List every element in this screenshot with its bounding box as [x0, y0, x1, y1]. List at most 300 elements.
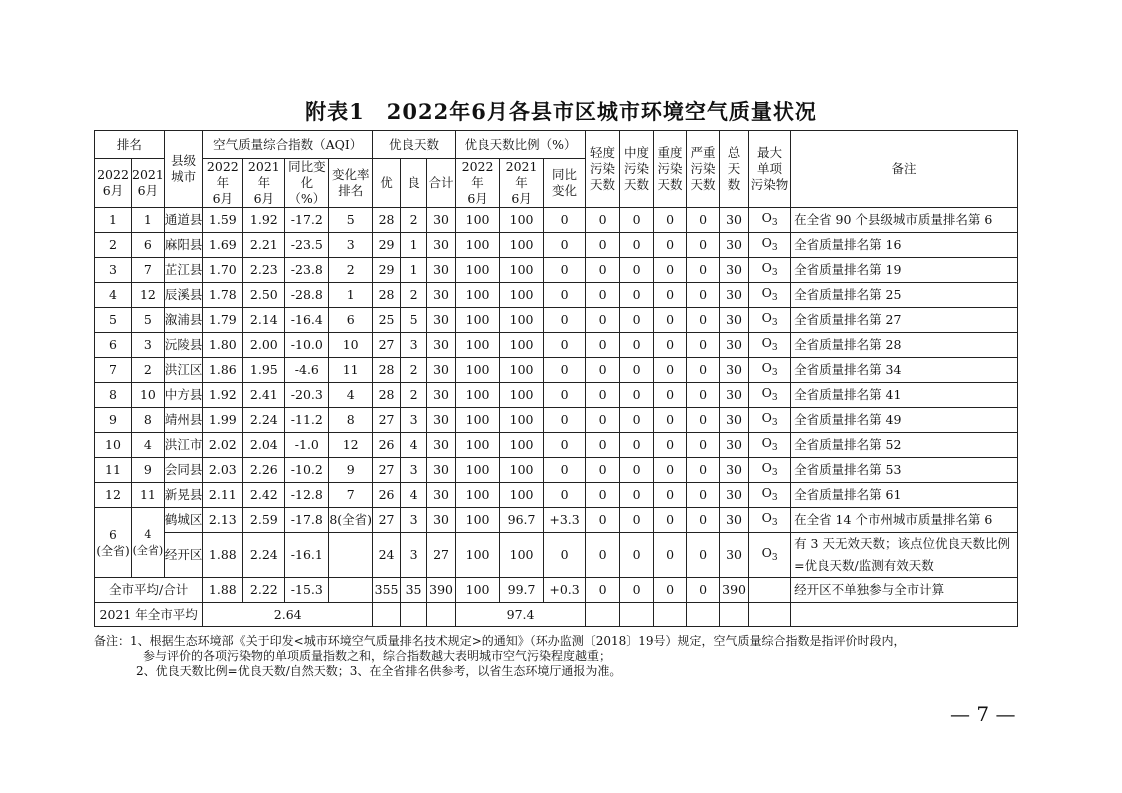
- pollutant-cell: [749, 533, 791, 578]
- footnote-line-2: 参与评价的各项污染物的单项质量指数之和，综合指数越大表明城市空气污染程度越重；: [143, 649, 612, 663]
- cell: 1.95: [243, 358, 285, 383]
- cell: 0: [654, 283, 687, 308]
- cell: 3: [329, 233, 373, 258]
- cell: 27: [373, 508, 401, 533]
- cell: 0: [654, 233, 687, 258]
- county-name: 溆浦县: [164, 308, 203, 333]
- cell: 11: [329, 358, 373, 383]
- cell: 2.21: [243, 233, 285, 258]
- cell: 0: [687, 433, 720, 458]
- cell: 100: [500, 283, 544, 308]
- cell: 1.88: [203, 533, 243, 578]
- cell: 0: [687, 208, 720, 233]
- county-name: 麻阳县: [164, 233, 203, 258]
- cell: 30: [427, 383, 456, 408]
- pollutant-cell: [749, 283, 791, 308]
- cell: 100: [456, 483, 500, 508]
- cell: 30: [427, 358, 456, 383]
- cell: 0: [586, 208, 620, 233]
- cell: 30: [720, 433, 749, 458]
- cell: 12: [132, 283, 165, 308]
- cell: 2: [401, 383, 427, 408]
- table-row: [95, 208, 1018, 233]
- header-remarks: 备注: [791, 131, 1018, 208]
- cell: 99.7: [500, 578, 544, 603]
- cell: -28.8: [285, 283, 329, 308]
- remark-cell: 在全省 90 个县级城市质量排名第 6: [791, 208, 1018, 233]
- cell: 0: [620, 508, 654, 533]
- cell: 8: [132, 408, 165, 433]
- city-rank-2021: 4 (全省): [132, 508, 165, 578]
- cell: 100: [456, 333, 500, 358]
- cell: [791, 603, 1018, 627]
- cell: -20.3: [285, 383, 329, 408]
- cell: 100: [456, 508, 500, 533]
- cell: [329, 533, 373, 578]
- cell: 0: [544, 533, 586, 578]
- cell: 1.92: [243, 208, 285, 233]
- cell: 0: [620, 433, 654, 458]
- cell: -1.0: [285, 433, 329, 458]
- pollutant-symbol: O: [761, 259, 772, 275]
- cell: 0: [620, 408, 654, 433]
- cell: 6: [95, 333, 132, 358]
- cell: 0: [654, 208, 687, 233]
- cell: 35: [401, 578, 427, 603]
- pollutant-cell: [749, 333, 791, 358]
- cell: 0: [544, 408, 586, 433]
- cell: 28: [373, 208, 401, 233]
- pollutant-cell: [749, 233, 791, 258]
- pollutant-sub: 3: [771, 242, 778, 253]
- cell: 5: [132, 308, 165, 333]
- cell: 4: [95, 283, 132, 308]
- header-light: 轻度 污染 天数: [586, 131, 620, 208]
- cell: 8: [329, 408, 373, 433]
- cell: 30: [427, 508, 456, 533]
- cell: 0: [654, 508, 687, 533]
- cell: [720, 603, 749, 627]
- header-heavy: 重度 污染 天数: [654, 131, 687, 208]
- cell: 0: [654, 383, 687, 408]
- pollutant-cell: [749, 208, 791, 233]
- cell: 27: [373, 333, 401, 358]
- remark-cell: 全省质量排名第 34: [791, 358, 1018, 383]
- cell: 0: [620, 578, 654, 603]
- cell: 30: [720, 233, 749, 258]
- cell: 0: [586, 258, 620, 283]
- pollutant-symbol: O: [761, 309, 772, 325]
- remark-cell: 经开区不单独参与全市计算: [791, 578, 1018, 603]
- cell: 100: [456, 233, 500, 258]
- cell: [654, 603, 687, 627]
- header-ratio-change: 同比 变化: [544, 159, 586, 208]
- cell: [620, 603, 654, 627]
- cell: 0: [687, 383, 720, 408]
- header-good-days: 优良天数: [373, 131, 456, 159]
- table-row: [95, 483, 1018, 508]
- cell: -10.0: [285, 333, 329, 358]
- avg-2021-aqi: 2.64: [203, 603, 373, 627]
- cell: 0: [544, 333, 586, 358]
- cell: 0: [687, 458, 720, 483]
- cell: 1.99: [203, 408, 243, 433]
- cell: 27: [373, 408, 401, 433]
- cell: 0: [654, 408, 687, 433]
- cell: 2.42: [243, 483, 285, 508]
- cell: 0: [586, 483, 620, 508]
- cell: 1: [95, 208, 132, 233]
- cell: 30: [427, 333, 456, 358]
- cell: 6: [132, 233, 165, 258]
- header-moderate: 中度 污染 天数: [620, 131, 654, 208]
- cell: 0: [620, 233, 654, 258]
- county-name: 沅陵县: [164, 333, 203, 358]
- cell: 100: [500, 408, 544, 433]
- remark-cell: 有 3 天无效天数；该点位优良天数比例=优良天数/监测有效天数: [791, 533, 1018, 578]
- cell: 1: [401, 233, 427, 258]
- cell: 0: [687, 358, 720, 383]
- cell: 2: [401, 283, 427, 308]
- cell: 7: [329, 483, 373, 508]
- cell: 2: [401, 358, 427, 383]
- cell: 4: [132, 433, 165, 458]
- cell: 100: [456, 208, 500, 233]
- table-row: [95, 458, 1018, 483]
- cell: 0: [586, 283, 620, 308]
- cell: 30: [427, 408, 456, 433]
- cell: 390: [720, 578, 749, 603]
- pollutant-sub: 3: [771, 417, 778, 428]
- cell: 0: [544, 483, 586, 508]
- table-row: [95, 358, 1018, 383]
- cell: 1: [401, 258, 427, 283]
- cell: 0: [654, 483, 687, 508]
- table-row: [95, 383, 1018, 408]
- footnote: [94, 634, 1054, 679]
- cell: 30: [720, 508, 749, 533]
- cell: 0: [687, 408, 720, 433]
- footnote-line-3: 2、优良天数比例=优良天数/自然天数；3、在全省排名供参考，以省生态环境厅通报为准。: [136, 664, 622, 678]
- cell: 2.11: [203, 483, 243, 508]
- cell: [427, 603, 456, 627]
- pollutant-cell: [749, 383, 791, 408]
- table-row: [95, 333, 1018, 358]
- cell: 30: [720, 383, 749, 408]
- page-number: — 7 —: [950, 702, 1016, 726]
- cell: 2: [95, 233, 132, 258]
- cell: 1: [132, 208, 165, 233]
- cell: 30: [720, 283, 749, 308]
- remark-cell: 全省质量排名第 52: [791, 433, 1018, 458]
- cell: -17.8: [285, 508, 329, 533]
- cell: 27: [427, 533, 456, 578]
- cell: 390: [427, 578, 456, 603]
- cell: 5: [95, 308, 132, 333]
- pollutant-sub: 3: [771, 267, 778, 278]
- cell: 2.23: [243, 258, 285, 283]
- cell: 28: [373, 283, 401, 308]
- cell: 5: [401, 308, 427, 333]
- cell: 1.78: [203, 283, 243, 308]
- pollutant-cell: [749, 308, 791, 333]
- cell: 100: [500, 358, 544, 383]
- remark-cell: 全省质量排名第 16: [791, 233, 1018, 258]
- cell: 100: [500, 433, 544, 458]
- header-rank-2022: 2022 6月: [95, 159, 132, 208]
- cell: 10: [132, 383, 165, 408]
- pollutant-symbol: O: [761, 359, 772, 375]
- cell: 0: [544, 258, 586, 283]
- pollutant-sub: 3: [771, 317, 778, 328]
- cell: 0: [687, 308, 720, 333]
- cell: 1.79: [203, 308, 243, 333]
- avg-2021-label: 2021 年全市平均: [95, 603, 203, 627]
- cell: 0: [654, 358, 687, 383]
- cell: -16.1: [285, 533, 329, 578]
- cell: +0.3: [544, 578, 586, 603]
- cell: 30: [427, 283, 456, 308]
- city-name-hecheng: 鹤城区: [164, 508, 203, 533]
- remark-cell: 全省质量排名第 61: [791, 483, 1018, 508]
- cell: 0: [620, 483, 654, 508]
- cell: 0: [620, 208, 654, 233]
- pollutant-symbol: O: [761, 509, 772, 525]
- cell: 30: [720, 483, 749, 508]
- cell: 30: [720, 333, 749, 358]
- cell: 100: [500, 308, 544, 333]
- header-ratio-2022: 2022年 6月: [456, 159, 500, 208]
- cell: 0: [687, 258, 720, 283]
- pollutant-sub: 3: [771, 367, 778, 378]
- cell: 30: [720, 358, 749, 383]
- header-rank-2021: 2021 6月: [132, 159, 165, 208]
- remark-cell: 全省质量排名第 19: [791, 258, 1018, 283]
- cell: 2: [132, 358, 165, 383]
- county-name: 靖州县: [164, 408, 203, 433]
- cell: [749, 603, 791, 627]
- cell: 9: [329, 458, 373, 483]
- cell: 25: [373, 308, 401, 333]
- cell: 2.24: [243, 533, 285, 578]
- cell: 30: [427, 233, 456, 258]
- cell: 0: [654, 433, 687, 458]
- cell: 0: [586, 233, 620, 258]
- cell: 0: [687, 333, 720, 358]
- cell: 0: [544, 433, 586, 458]
- pollutant-cell: [749, 508, 791, 533]
- cell: 2.00: [243, 333, 285, 358]
- cell: 0: [586, 333, 620, 358]
- cell: 6: [329, 308, 373, 333]
- city-average-label: 全市平均/合计: [95, 578, 203, 603]
- pollutant-sub: 3: [771, 392, 778, 403]
- cell: -16.4: [285, 308, 329, 333]
- cell: 7: [95, 358, 132, 383]
- cell: 100: [456, 433, 500, 458]
- cell: 2.22: [243, 578, 285, 603]
- cell: -10.2: [285, 458, 329, 483]
- cell: 4: [401, 483, 427, 508]
- cell: 0: [544, 458, 586, 483]
- header-ratio-2021: 2021年 6月: [500, 159, 544, 208]
- cell: 3: [132, 333, 165, 358]
- header-severe: 严重 污染 天数: [687, 131, 720, 208]
- pollutant-symbol: O: [761, 434, 772, 450]
- cell: 12: [329, 433, 373, 458]
- county-name: 辰溪县: [164, 283, 203, 308]
- cell: 3: [95, 258, 132, 283]
- avg-2021-ratio: 97.4: [456, 603, 586, 627]
- cell: 0: [544, 208, 586, 233]
- table-row: [95, 233, 1018, 258]
- cell: -11.2: [285, 408, 329, 433]
- cell: 1.70: [203, 258, 243, 283]
- pollutant-symbol: O: [761, 384, 772, 400]
- cell: 0: [586, 578, 620, 603]
- cell: 2: [329, 258, 373, 283]
- cell: 0: [586, 433, 620, 458]
- header-aqi-2022: 2022年 6月: [203, 159, 243, 208]
- cell: -23.8: [285, 258, 329, 283]
- cell: 0: [586, 458, 620, 483]
- city-name-jingkai: 经开区: [164, 533, 203, 578]
- pollutant-sub: 3: [771, 492, 778, 503]
- cell: 2.59: [243, 508, 285, 533]
- header-good: 良: [401, 159, 427, 208]
- cell: [329, 578, 373, 603]
- cell: 3: [401, 333, 427, 358]
- pollutant-symbol: O: [761, 459, 772, 475]
- header-good-ratio: 优良天数比例（%）: [456, 131, 586, 159]
- cell: [749, 578, 791, 603]
- cell: 3: [401, 408, 427, 433]
- cell: -15.3: [285, 578, 329, 603]
- cell: 30: [720, 458, 749, 483]
- cell: 0: [620, 258, 654, 283]
- remark-cell: 全省质量排名第 27: [791, 308, 1018, 333]
- cell: 30: [427, 208, 456, 233]
- cell: 26: [373, 483, 401, 508]
- cell: 100: [500, 258, 544, 283]
- cell: 30: [720, 208, 749, 233]
- cell: 1.59: [203, 208, 243, 233]
- cell: -4.6: [285, 358, 329, 383]
- cell: 100: [500, 483, 544, 508]
- cell: 100: [500, 208, 544, 233]
- cell: 100: [500, 333, 544, 358]
- cell: 4: [401, 433, 427, 458]
- county-name: 芷江县: [164, 258, 203, 283]
- cell: 0: [586, 383, 620, 408]
- cell: 0: [654, 578, 687, 603]
- county-name: 洪江区: [164, 358, 203, 383]
- cell: [373, 603, 401, 627]
- header-aqi-change: 同比变 化（%）: [285, 159, 329, 208]
- pollutant-symbol: O: [761, 334, 772, 350]
- remark-cell: 全省质量排名第 28: [791, 333, 1018, 358]
- cell: 30: [720, 408, 749, 433]
- cell: 2.13: [203, 508, 243, 533]
- table-row: [95, 258, 1018, 283]
- cell: 100: [456, 578, 500, 603]
- city-rank-2022: 6 (全省): [95, 508, 132, 578]
- pollutant-sub: 3: [771, 342, 778, 353]
- table-title: 附表1 2022年6月各县市区城市环境空气质量状况: [305, 99, 817, 124]
- cell: 2.04: [243, 433, 285, 458]
- cell: 9: [95, 408, 132, 433]
- cell: 100: [456, 458, 500, 483]
- pollutant-cell: [749, 458, 791, 483]
- cell: 1: [329, 283, 373, 308]
- cell: 100: [500, 458, 544, 483]
- city-change-rank: 8(全省): [329, 508, 373, 533]
- cell: 0: [687, 533, 720, 578]
- remark-cell: 全省质量排名第 53: [791, 458, 1018, 483]
- table-row: [95, 308, 1018, 333]
- cell: 355: [373, 578, 401, 603]
- cell: 100: [456, 283, 500, 308]
- cell: 0: [586, 533, 620, 578]
- remark-cell: 在全省 14 个市州城市质量排名第 6: [791, 508, 1018, 533]
- pollutant-symbol: O: [761, 234, 772, 250]
- cell: 4: [329, 383, 373, 408]
- cell: 30: [427, 483, 456, 508]
- cell: 0: [654, 333, 687, 358]
- cell: 1.88: [203, 578, 243, 603]
- cell: 9: [132, 458, 165, 483]
- pollutant-symbol: O: [761, 409, 772, 425]
- pollutant-symbol: O: [761, 544, 772, 560]
- cell: 1.69: [203, 233, 243, 258]
- footnote-line-1: 备注：1、根据生态环境部《关于印发<城市环境空气质量排名技术规定>的通知》（环办监测〔2018〕19号）规定，空气质量综合指数是指评价时段内，: [94, 634, 906, 648]
- cell: 29: [373, 258, 401, 283]
- cell: 0: [654, 458, 687, 483]
- pollutant-sub: 3: [771, 517, 778, 528]
- county-name: 通道县: [164, 208, 203, 233]
- cell: 11: [95, 458, 132, 483]
- cell: 0: [654, 308, 687, 333]
- cell: 100: [456, 533, 500, 578]
- cell: 0: [620, 533, 654, 578]
- cell: 0: [544, 308, 586, 333]
- cell: 0: [687, 283, 720, 308]
- cell: 100: [456, 383, 500, 408]
- pollutant-cell: [749, 408, 791, 433]
- county-name: 洪江市: [164, 433, 203, 458]
- cell: 27: [373, 458, 401, 483]
- cell: 0: [654, 258, 687, 283]
- remark-cell: 全省质量排名第 25: [791, 283, 1018, 308]
- cell: 26: [373, 433, 401, 458]
- cell: 0: [620, 308, 654, 333]
- cell: 2.14: [243, 308, 285, 333]
- cell: +3.3: [544, 508, 586, 533]
- cell: 30: [427, 433, 456, 458]
- cell: 0: [586, 308, 620, 333]
- cell: 30: [720, 533, 749, 578]
- cell: 1.80: [203, 333, 243, 358]
- cell: 8: [95, 383, 132, 408]
- cell: -17.2: [285, 208, 329, 233]
- cell: 0: [586, 408, 620, 433]
- cell: 1.86: [203, 358, 243, 383]
- pollutant-cell: [749, 358, 791, 383]
- cell: [401, 603, 427, 627]
- cell: 2.41: [243, 383, 285, 408]
- header-max-pollutant: 最大 单项 污染物: [749, 131, 791, 208]
- cell: 0: [586, 508, 620, 533]
